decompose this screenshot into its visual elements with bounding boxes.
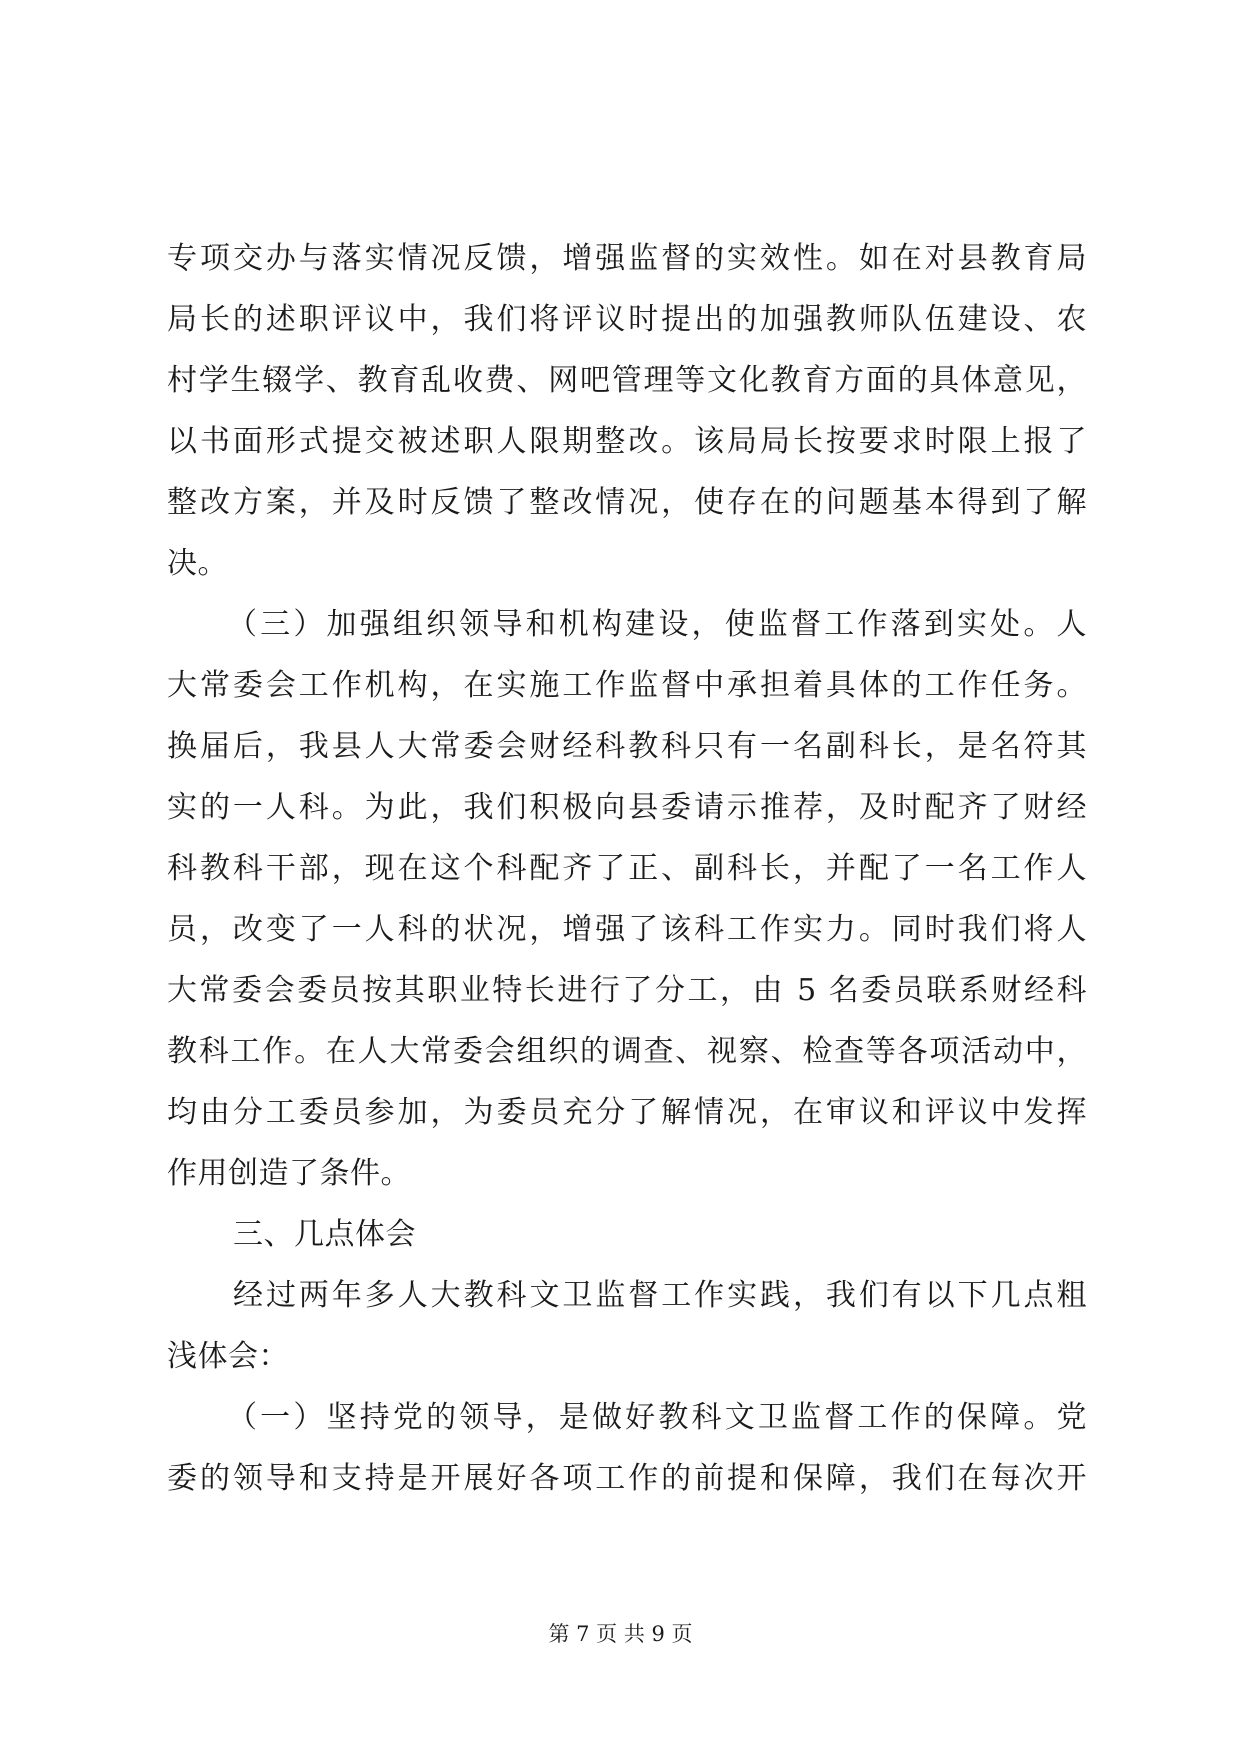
text-line: 整改方案，并及时反馈了整改情况，使存在的问题基本得到了解 [167,485,1087,520]
text-line: 村学生辍学、教育乱收费、网吧管理等文化教育方面的具体意见， [167,363,1087,398]
text-line: 作用创造了条件。 [167,1156,411,1191]
text-line: 大常委会委员按其职业特长进行了分工，由 5 名委员联系财经科 [167,973,1087,1008]
text-line: 大常委会工作机构，在实施工作监督中承担着具体的工作任务。 [167,668,1087,703]
section-heading-main: 三、几点体会 [233,1217,416,1252]
text-line: 委的领导和支持是开展好各项工作的前提和保障，我们在每次开 [167,1461,1087,1496]
text-line: 科教科干部，现在这个科配齐了正、副科长，并配了一名工作人 [167,851,1087,886]
text-line: 专项交办与落实情况反馈，增强监督的实效性。如在对县教育局 [167,241,1087,276]
section-heading-3: （三）加强组织领导和机构建设，使监督工作落到实处。人 [227,607,1087,642]
page-number-footer: 第 7 页 共 9 页 [548,1622,693,1646]
text-line: 经过两年多人大教科文卫监督工作实践，我们有以下几点粗 [233,1278,1087,1313]
text-line: 局长的述职评议中，我们将评议时提出的加强教师队伍建设、农 [167,302,1087,337]
section-heading-1: （一）坚持党的领导，是做好教科文卫监督工作的保障。党 [227,1400,1087,1435]
text-line: 实的一人科。为此，我们积极向县委请示推荐，及时配齐了财经 [167,790,1087,825]
text-line: 员，改变了一人科的状况，增强了该科工作实力。同时我们将人 [167,912,1087,947]
body-text [167,228,1087,1509]
text-line: 教科工作。在人大常委会组织的调查、视察、检查等各项活动中， [167,1034,1087,1069]
text-line: 决。 [167,546,228,581]
text-line: 均由分工委员参加，为委员充分了解情况，在审议和评议中发挥 [167,1095,1087,1130]
text-line: 换届后，我县人大常委会财经科教科只有一名副科长，是名符其 [167,729,1087,764]
text-line: 以书面形式提交被述职人限期整改。该局局长按要求时限上报了 [167,424,1087,459]
text-line: 浅体会： [167,1339,289,1374]
